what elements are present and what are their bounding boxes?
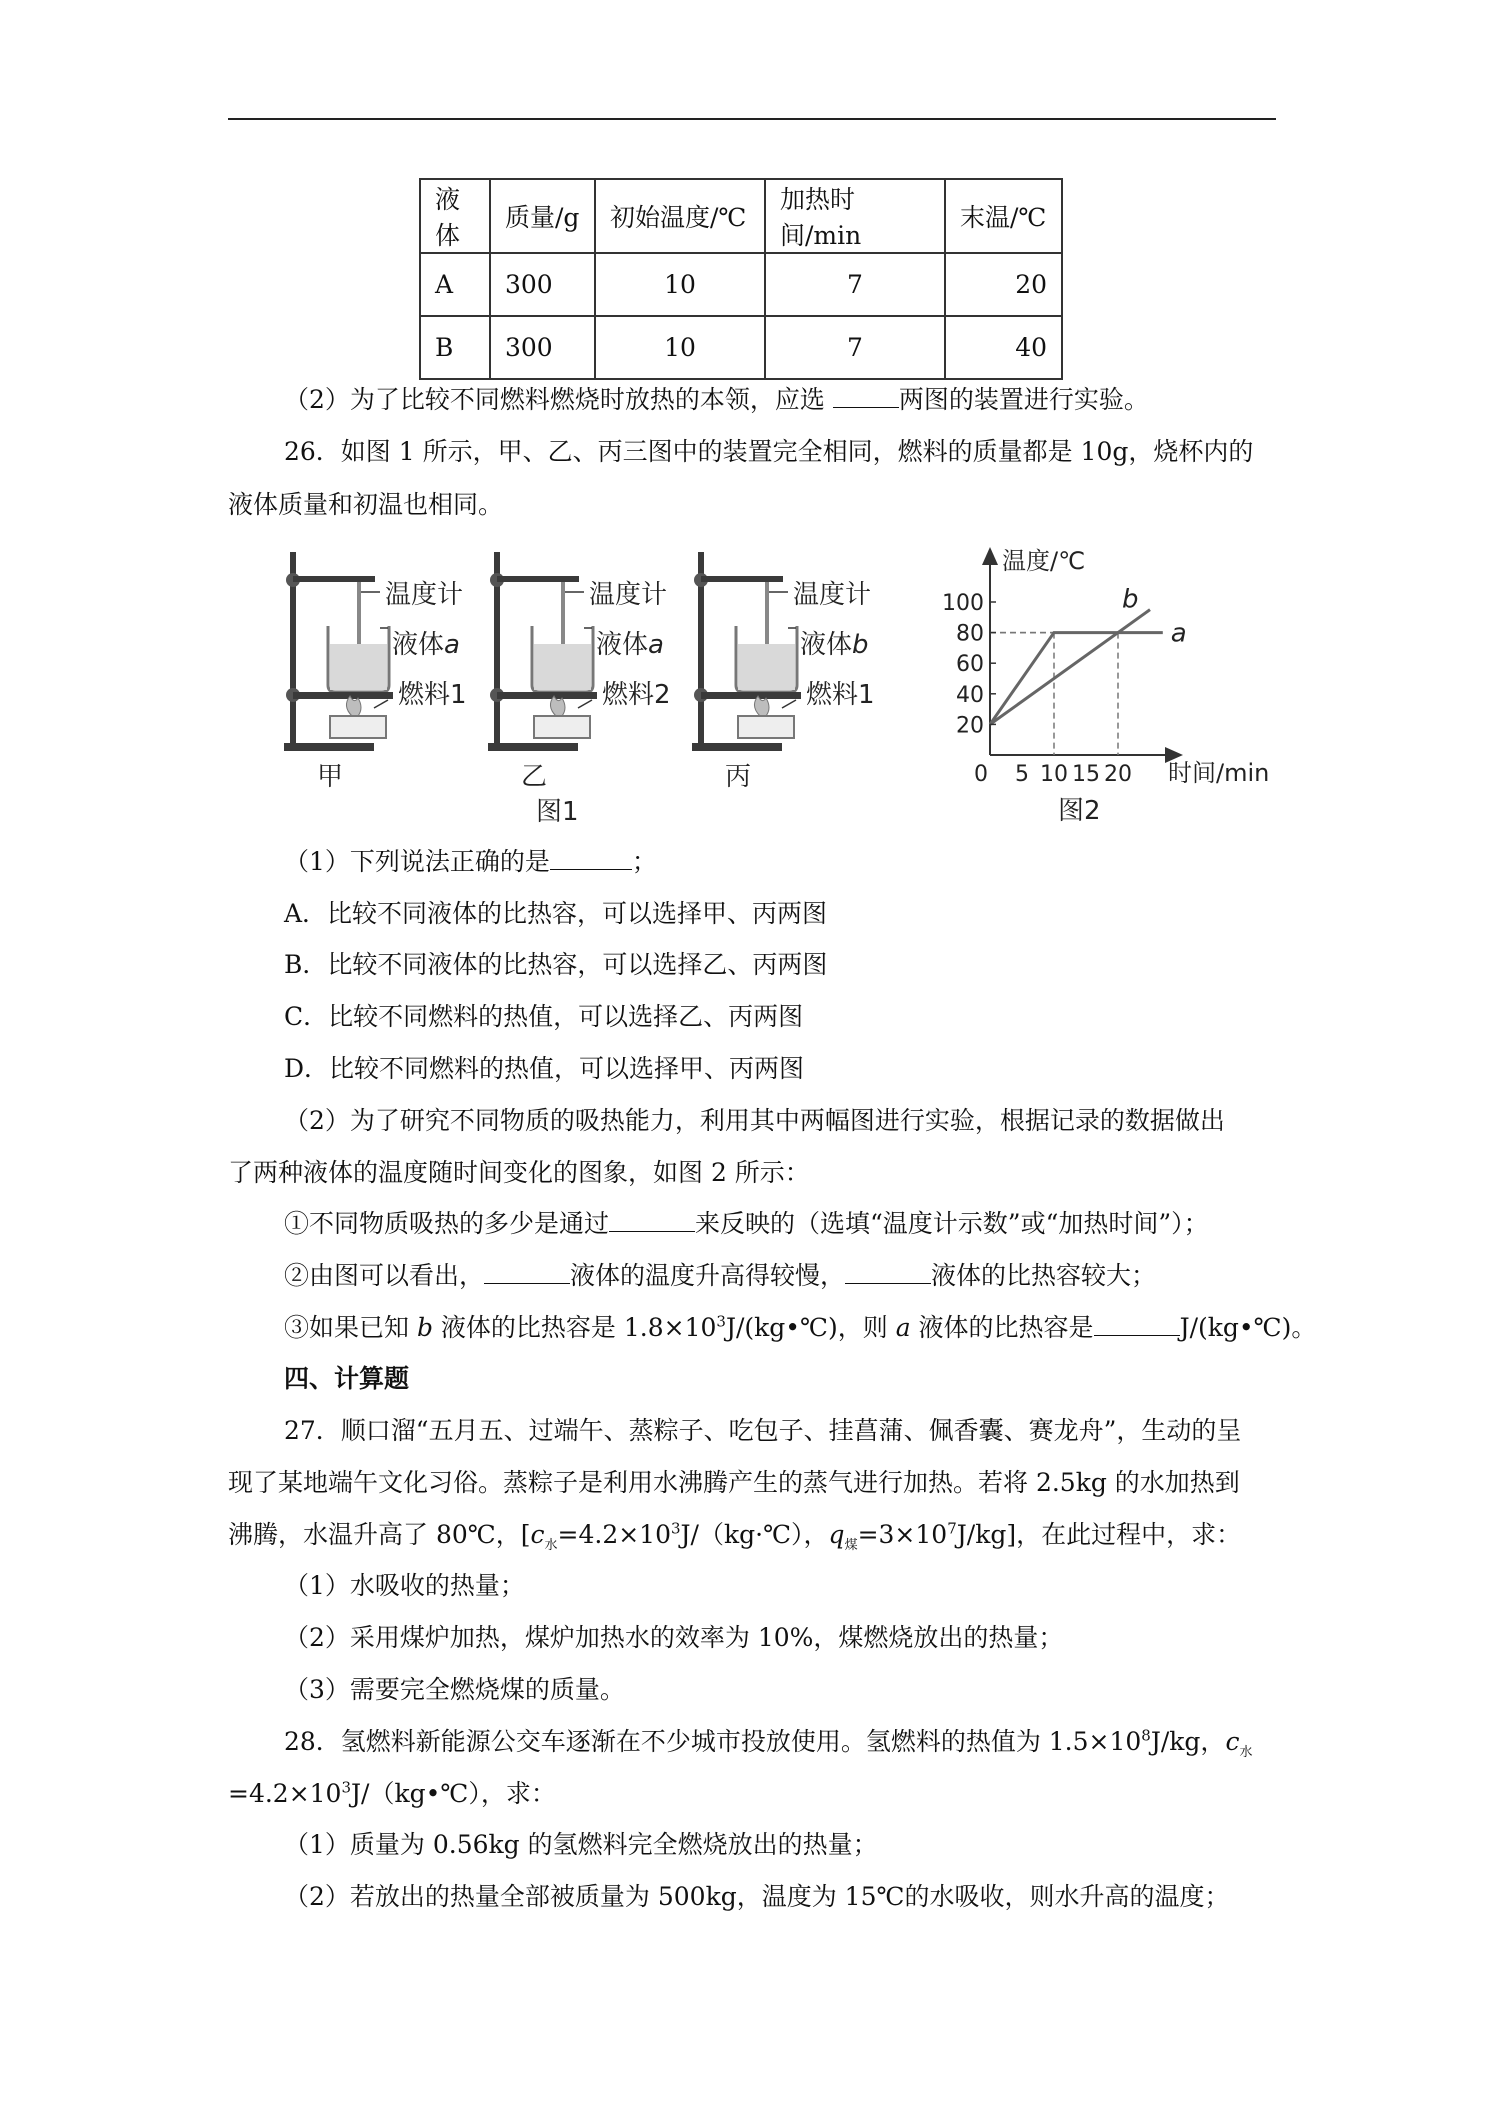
- y-tick-label: 60: [956, 652, 984, 678]
- q26-part2-line1: （2）为了研究不同物质的吸热能力，利用其中两幅图进行实验，根据记录的数据做出: [284, 1106, 1225, 1135]
- table-cell: 20: [945, 253, 1062, 316]
- section-heading: 四、计算题: [284, 1364, 410, 1393]
- table-header: 末温/℃: [945, 179, 1062, 253]
- header-rule: [228, 118, 1276, 120]
- q25-part2-text: （2）为了比较不同燃料燃烧时放热的本领，应选: [284, 385, 825, 414]
- liquid-label: 液体b: [800, 630, 869, 660]
- x-axis-label: 时间/min: [1168, 759, 1270, 787]
- fuel-label: 燃料2: [602, 680, 671, 710]
- y-tick-label: 80: [956, 621, 984, 647]
- x-tick-label: 0: [974, 762, 988, 787]
- series-label: a: [1170, 618, 1187, 649]
- table-cell: 40: [945, 316, 1062, 379]
- q26-stem-line2: 液体质量和初温也相同。: [228, 490, 504, 519]
- y-axis-label: 温度/℃: [1002, 547, 1086, 575]
- fuel-label: 燃料1: [806, 680, 875, 710]
- q25-part2-text-after: 两图的装置进行实验。: [898, 385, 1149, 414]
- answer-blank[interactable]: [609, 1207, 695, 1232]
- q27-part1: （1）水吸收的热量；: [284, 1571, 525, 1600]
- option-b: B．比较不同液体的比热容，可以选择乙、丙两图: [284, 950, 828, 979]
- y-tick-label: 40: [956, 682, 984, 708]
- liquid-label: 液体a: [596, 630, 664, 660]
- q27-line1: 27．顺口溜“五月五、过端午、蒸粽子、吃包子、挂菖蒲、佩香囊、赛龙舟”，生动的呈: [284, 1416, 1242, 1445]
- table-cell: 7: [765, 316, 945, 379]
- q27-part2: （2）采用煤炉加热，煤炉加热水的效率为 10%，煤燃烧放出的热量；: [284, 1623, 1064, 1652]
- thermometer-label: 温度计: [793, 580, 872, 610]
- y-tick-label: 100: [942, 591, 984, 616]
- series-line-a: [990, 633, 1163, 725]
- figure-1-caption: 图1: [536, 797, 579, 827]
- x-tick-label: 5: [1015, 762, 1029, 787]
- thermometer-label: 温度计: [385, 580, 464, 610]
- table-cell: B: [420, 316, 490, 379]
- answer-blank[interactable]: [550, 845, 632, 870]
- table-header-row: [420, 179, 1062, 253]
- setup-name: 丙: [725, 762, 752, 792]
- table-cell: 10: [595, 253, 765, 316]
- table-cell: 300: [490, 316, 595, 379]
- q26-part2-sub2: ②由图可以看出， 液体的温度升高得较慢， 液体的比热容较大；: [284, 1261, 1157, 1290]
- q28-line1: 28．氢燃料新能源公交车逐渐在不少城市投放使用。氢燃料的热值为 $1.5\times 10^8J/kg$，$c_水$: [284, 1726, 1253, 1760]
- figure-2-chart: [930, 535, 1280, 830]
- series-line-b: [990, 610, 1150, 725]
- q26-part2-sub3: ③如果已知 b 液体的比热容是 $1.8\times 10^3J/(kg•℃)$，则 a 液体的比热容是 J/(kg•℃)。: [284, 1312, 1317, 1342]
- q26-part2-sub1: ①不同物质吸热的多少是通过 来反映的（选填“温度计示数”或“加热时间”）；: [284, 1209, 1209, 1238]
- liquid-data-table: [419, 178, 1063, 380]
- figure-2-caption: 图2: [1058, 796, 1101, 826]
- option-a: A．比较不同液体的比热容，可以选择甲、丙两图: [284, 899, 828, 928]
- setup-name: 甲: [317, 762, 344, 792]
- table-header: 液体: [420, 179, 490, 253]
- option-d: D．比较不同燃料的热值，可以选择甲、丙两图: [284, 1054, 805, 1083]
- x-tick-label: 20: [1104, 762, 1132, 787]
- y-tick-label: 20: [956, 713, 984, 739]
- table-row: [420, 316, 1062, 379]
- q27-line3: 沸腾，水温升高了 80℃，[$c_水=4.2\times 10^3J/(kg\cdot℃)$，$q_煤=3\times 10^7J/kg$]，在此过程中，求：: [228, 1519, 1242, 1553]
- fuel-label: 燃料1: [398, 680, 467, 710]
- answer-blank[interactable]: [845, 1259, 931, 1284]
- answer-blank[interactable]: [833, 383, 899, 408]
- table-cell: 10: [595, 316, 765, 379]
- series-label: b: [1122, 584, 1139, 615]
- table-header: 加热时间/min: [765, 179, 945, 253]
- q26-part1-stem: （1）下列说法正确的是 ；: [284, 847, 657, 876]
- q28-line2: $=4.2\times 10^3J/(kg•℃)$，求：: [228, 1778, 556, 1808]
- apparatus-setup: [284, 552, 393, 751]
- answer-blank[interactable]: [484, 1259, 570, 1284]
- q28-part1: （1）质量为 0.56kg 的氢燃料完全燃烧放出的热量；: [284, 1830, 878, 1859]
- q26-part2-line2: 了两种液体的温度随时间变化的图象，如图 2 所示：: [228, 1158, 810, 1187]
- table-cell: 300: [490, 253, 595, 316]
- q27-part3: （3）需要完全燃烧煤的质量。: [284, 1675, 625, 1704]
- option-c: C．比较不同燃料的热值，可以选择乙、丙两图: [284, 1002, 804, 1031]
- table-cell: A: [420, 253, 490, 316]
- answer-blank[interactable]: [1094, 1311, 1180, 1336]
- x-tick-label: 10: [1040, 762, 1068, 787]
- table-row: [420, 253, 1062, 316]
- liquid-label: 液体a: [392, 630, 460, 660]
- table-cell: 7: [765, 253, 945, 316]
- thermometer-label: 温度计: [589, 580, 668, 610]
- q27-line2: 现了某地端午文化习俗。蒸粽子是利用水沸腾产生的蒸气进行加热。若将 2.5kg 的水加热到: [228, 1468, 1240, 1497]
- q26-stem-line1: 26．如图 1 所示，甲、乙、丙三图中的装置完全相同，燃料的质量都是 10g，烧杯内的: [284, 437, 1254, 466]
- q25-part2: [284, 382, 1149, 418]
- figure-1-apparatus: [270, 540, 880, 830]
- setup-name: 乙: [521, 762, 548, 792]
- q28-part2: （2）若放出的热量全部被质量为 500kg，温度为 15℃的水吸收，则水升高的温度；: [284, 1882, 1230, 1911]
- x-tick-label: 15: [1072, 762, 1100, 787]
- table-header: 质量/g: [490, 179, 595, 253]
- table-header: 初始温度/℃: [595, 179, 765, 253]
